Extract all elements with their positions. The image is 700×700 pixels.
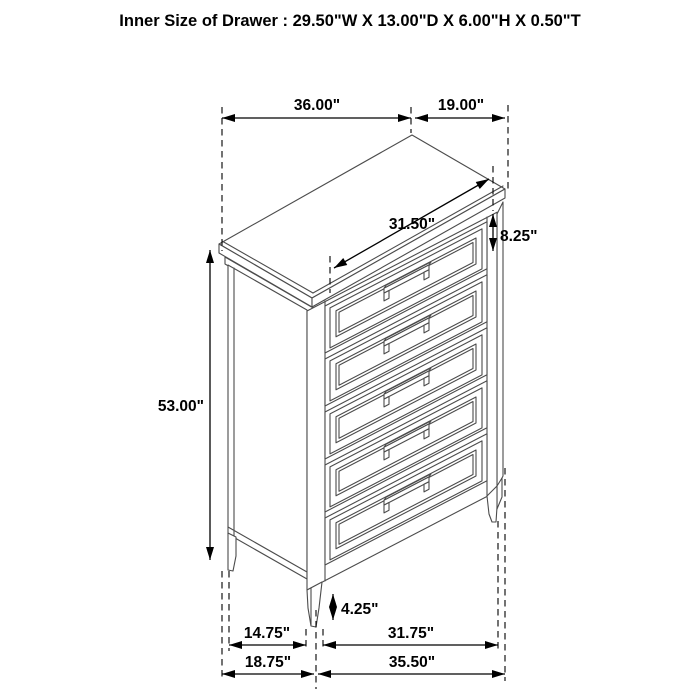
dimension-arrow — [318, 670, 331, 678]
dim-label-overall-height: 53.00" — [157, 398, 204, 415]
dim-label-leg-height: 4.25" — [341, 601, 379, 618]
dimension-arrow — [492, 114, 505, 122]
dimension-arrow — [229, 641, 242, 649]
cabinet-line-art — [219, 135, 505, 627]
cabinet-leg-back-left — [228, 533, 236, 571]
dim-label-base-width-inner: 31.75" — [387, 625, 435, 642]
cabinet-leg-front-left — [307, 582, 322, 627]
dim-label-base-depth-inner: 14.75" — [243, 625, 291, 642]
cabinet-side-panel — [228, 265, 307, 579]
dim-label-drawer-height: 8.25" — [500, 228, 538, 245]
dim-label-top-width: 36.00" — [293, 97, 341, 114]
dimension-arrow — [222, 114, 235, 122]
dimension-arrow — [492, 670, 505, 678]
dim-label-base-width-outer: 35.50" — [388, 654, 436, 671]
dim-label-drawer-width: 31.50" — [388, 216, 436, 233]
dimension-arrow — [323, 641, 336, 649]
dim-label-top-depth: 19.00" — [437, 97, 485, 114]
dimension-arrow — [415, 114, 428, 122]
dimension-arrow — [293, 641, 306, 649]
page-title: Inner Size of Drawer : 29.50"W X 13.00"D X 6.00"H X 0.50"T — [119, 12, 581, 30]
dim-label-base-depth-outer: 18.75" — [244, 654, 292, 671]
dimension-arrow — [301, 670, 314, 678]
dimension-arrow — [329, 594, 337, 607]
dimension-arrow — [222, 670, 235, 678]
dimension-arrow — [206, 250, 214, 263]
dimension-arrow — [329, 607, 337, 620]
dimension-arrow — [206, 547, 214, 560]
dimension-arrow — [398, 114, 411, 122]
dimension-arrow — [485, 641, 498, 649]
